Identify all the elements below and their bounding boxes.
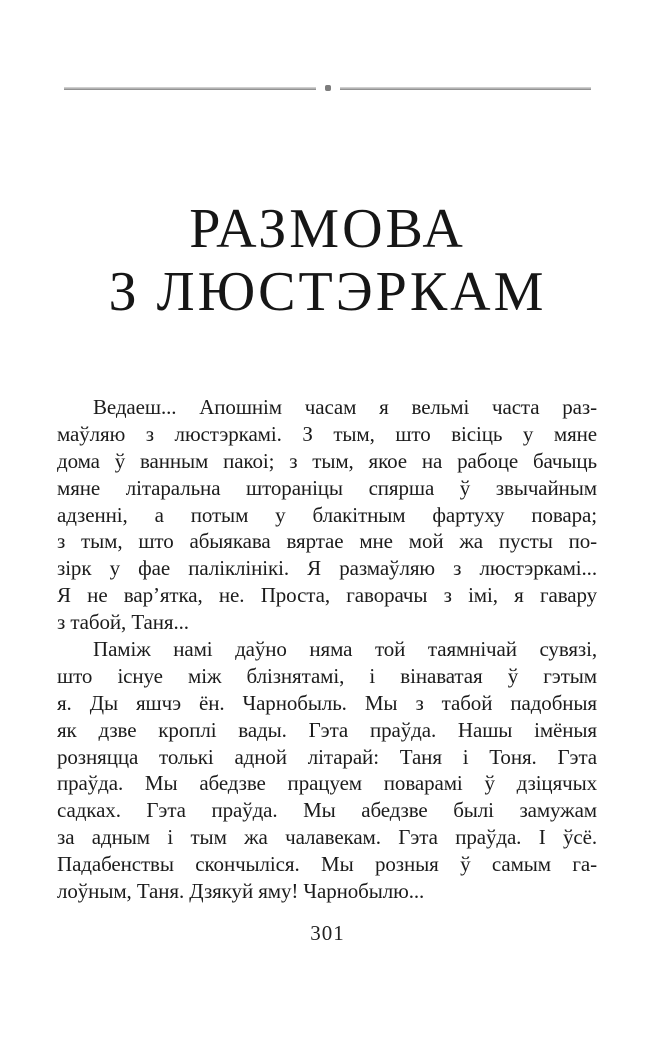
rule-ornament-dot-icon xyxy=(325,85,331,91)
text-line: як дзве кроплі вады. Гэта праўда. Нашы імёныя xyxy=(57,717,597,742)
text-line: Ведаеш... Апошнім часам я вельмі часта раз- xyxy=(93,395,597,419)
text-line: маўляю з люстэркамі. З тым, што вісіць у мяне xyxy=(57,421,597,446)
text-line: што існуе між блізнятамі, і вінаватая ў гэтым xyxy=(57,663,597,688)
text-line: садках. Гэта праўда. Мы абедзве былі замужам xyxy=(57,798,597,823)
text-line: за адным і тым жа чалавекам. Гэта праўда. І ўсё. xyxy=(57,825,597,850)
chapter-title xyxy=(0,198,655,324)
header-rule xyxy=(64,85,591,91)
text-line: з табой, Таня... xyxy=(57,610,189,635)
text-line: Я не вар’ятка, не. Проста, гаворачы з імі, я гавару xyxy=(57,583,597,608)
text-line: адзенні, а потым у блакітным фартуху повара; xyxy=(57,502,597,527)
rule-line-left xyxy=(64,87,316,90)
text-line: з тым, што абыякава вяртае мне мой жа пусты по- xyxy=(57,529,597,554)
text-line: Паміж намі даўно няма той таямнічай сувязі, xyxy=(93,637,597,662)
paragraph-2 xyxy=(57,636,597,905)
paragraph-1 xyxy=(57,394,597,636)
text-line: дома ў ванным пакоі; з тым, якое на рабоце бачыць xyxy=(57,448,597,473)
text-line: лоўным, Таня. Дзякуй яму! Чарнобылю... xyxy=(57,879,425,904)
chapter-title-line-1: РАЗМОВА xyxy=(189,198,466,260)
text-line: я. Ды яшчэ ён. Чарнобыль. Мы з табой падобныя xyxy=(57,690,597,715)
rule-line-right xyxy=(340,87,592,90)
page-number: 301 xyxy=(310,921,345,945)
body-text xyxy=(57,394,597,905)
text-line: розняцца толькі адной літарай: Таня і Тоня. Гэта xyxy=(57,744,597,769)
text-line: праўда. Мы абедзве працуем поварамі ў дзіцячых xyxy=(57,771,597,796)
text-line: зірк у фае паліклінікі. Я размаўляю з люстэркамі... xyxy=(57,556,597,581)
chapter-title-line-2: З ЛЮСТЭРКАМ xyxy=(108,261,547,323)
text-line: Падабенствы скончыліся. Мы розныя ў самым га- xyxy=(57,852,597,877)
text-line: мяне літаральна штораніцы спярша ў звычайным xyxy=(57,475,597,500)
